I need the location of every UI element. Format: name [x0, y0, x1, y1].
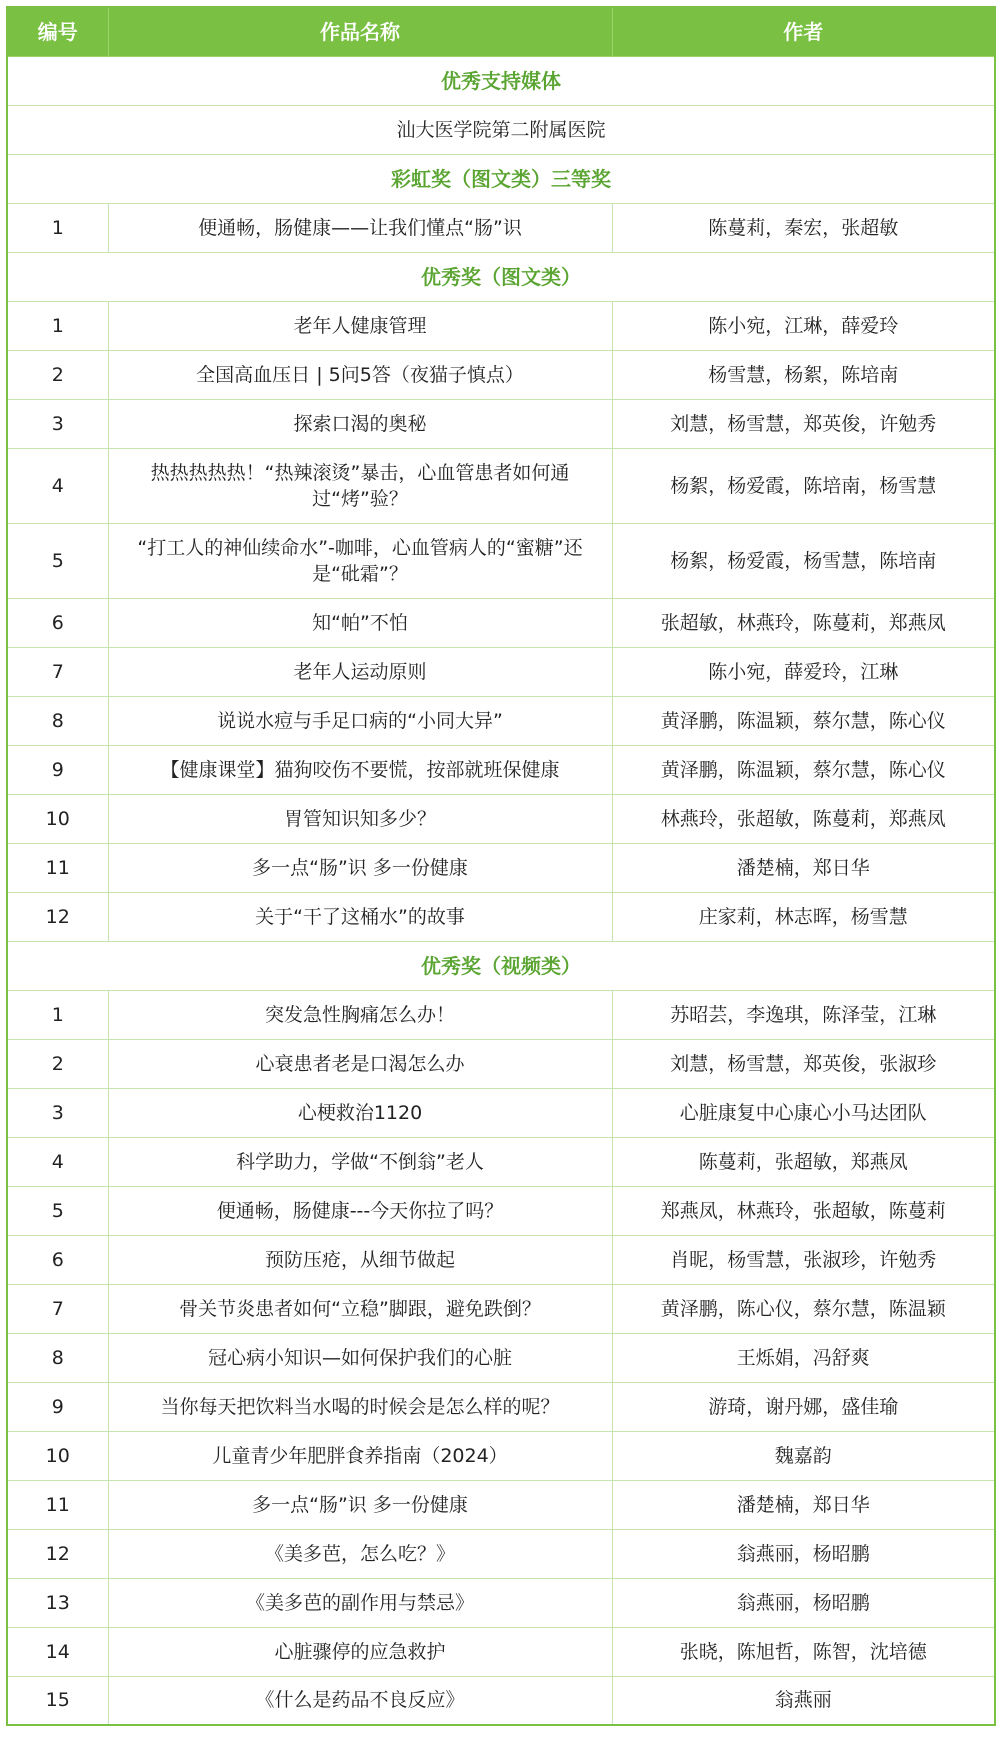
section-heading: 优秀奖（视频类）	[7, 941, 995, 990]
header-author: 作者	[612, 7, 995, 56]
work-title: 知“帕”不怕	[108, 598, 612, 647]
work-title: 突发急性胸痛怎么办！	[108, 990, 612, 1039]
work-authors: 陈小宛，薛爱玲，江琳	[612, 647, 995, 696]
table-row	[7, 1088, 995, 1137]
table-row	[7, 1627, 995, 1676]
section-heading-row	[7, 56, 995, 105]
work-title: 当你每天把饮料当水喝的时候会是怎么样的呢？	[108, 1382, 612, 1431]
work-title: 科学助力，学做“不倒翁”老人	[108, 1137, 612, 1186]
media-row	[7, 105, 995, 154]
table-row	[7, 1235, 995, 1284]
row-number: 2	[7, 1039, 108, 1088]
table-row	[7, 1039, 995, 1088]
work-title: 探索口渴的奥秘	[108, 399, 612, 448]
work-title: 儿童青少年肥胖食养指南（2024）	[108, 1431, 612, 1480]
section-heading: 彩虹奖（图文类）三等奖	[7, 154, 995, 203]
work-authors: 魏嘉韵	[612, 1431, 995, 1480]
table-row	[7, 1431, 995, 1480]
work-title: 多一点“肠”识 多一份健康	[108, 843, 612, 892]
work-authors: 游琦，谢丹娜，盛佳瑜	[612, 1382, 995, 1431]
work-title: 【健康课堂】猫狗咬伤不要慌，按部就班保健康	[108, 745, 612, 794]
row-number: 14	[7, 1627, 108, 1676]
row-number: 9	[7, 745, 108, 794]
row-number: 12	[7, 1529, 108, 1578]
row-number: 13	[7, 1578, 108, 1627]
work-title: 心衰患者老是口渴怎么办	[108, 1039, 612, 1088]
table-row	[7, 745, 995, 794]
row-number: 9	[7, 1382, 108, 1431]
work-title: 《美多芭，怎么吃？》	[108, 1529, 612, 1578]
work-authors: 潘楚楠，郑日华	[612, 843, 995, 892]
table-row	[7, 1382, 995, 1431]
work-title: 心脏骤停的应急救护	[108, 1627, 612, 1676]
section-heading: 优秀支持媒体	[7, 56, 995, 105]
work-title: 胃管知识知多少？	[108, 794, 612, 843]
work-authors: 陈小宛，江琳，薛爱玲	[612, 301, 995, 350]
work-authors: 黄泽鹏，陈温颖，蔡尔慧，陈心仪	[612, 696, 995, 745]
table-row	[7, 843, 995, 892]
media-name: 汕大医学院第二附属医院	[7, 105, 995, 154]
row-number: 11	[7, 843, 108, 892]
work-title: 说说水痘与手足口病的“小同大异”	[108, 696, 612, 745]
row-number: 4	[7, 1137, 108, 1186]
work-authors: 心脏康复中心康心小马达团队	[612, 1088, 995, 1137]
row-number: 8	[7, 696, 108, 745]
work-title: 多一点“肠”识 多一份健康	[108, 1480, 612, 1529]
row-number: 10	[7, 794, 108, 843]
table-row	[7, 696, 995, 745]
section-heading-row	[7, 154, 995, 203]
work-authors: 苏昭芸，李逸琪，陈泽莹，江琳	[612, 990, 995, 1039]
table-row	[7, 598, 995, 647]
table-row	[7, 1284, 995, 1333]
table-row	[7, 1676, 995, 1725]
row-number: 5	[7, 523, 108, 598]
row-number: 1	[7, 203, 108, 252]
row-number: 3	[7, 1088, 108, 1137]
row-number: 11	[7, 1480, 108, 1529]
table-row	[7, 301, 995, 350]
work-authors: 黄泽鹏，陈心仪，蔡尔慧，陈温颖	[612, 1284, 995, 1333]
work-authors: 庄家莉，林志晖，杨雪慧	[612, 892, 995, 941]
work-title: 热热热热热！“热辣滚烫”暴击，心血管患者如何通过“烤”验？	[108, 448, 612, 523]
table-row	[7, 794, 995, 843]
table-row	[7, 1186, 995, 1235]
row-number: 6	[7, 598, 108, 647]
work-authors: 林燕玲，张超敏，陈蔓莉，郑燕凤	[612, 794, 995, 843]
work-title: “打工人的神仙续命水”-咖啡，心血管病人的“蜜糖”还是“砒霜”？	[108, 523, 612, 598]
section-heading: 优秀奖（图文类）	[7, 252, 995, 301]
work-title: 心梗救治1120	[108, 1088, 612, 1137]
row-number: 10	[7, 1431, 108, 1480]
row-number: 7	[7, 1284, 108, 1333]
work-authors: 刘慧，杨雪慧，郑英俊，张淑珍	[612, 1039, 995, 1088]
table-row	[7, 1578, 995, 1627]
work-authors: 肖昵，杨雪慧，张淑珍，许勉秀	[612, 1235, 995, 1284]
work-title: 老年人健康管理	[108, 301, 612, 350]
work-title: 全国高血压日 | 5问5答（夜猫子慎点）	[108, 350, 612, 399]
work-authors: 陈蔓莉，秦宏，张超敏	[612, 203, 995, 252]
work-authors: 郑燕凤，林燕玲，张超敏，陈蔓莉	[612, 1186, 995, 1235]
work-authors: 杨絮，杨爱霞，陈培南，杨雪慧	[612, 448, 995, 523]
work-title: 《什么是药品不良反应》	[108, 1676, 612, 1725]
table-body	[7, 56, 995, 1725]
table-row	[7, 203, 995, 252]
table-row	[7, 1333, 995, 1382]
table-row	[7, 399, 995, 448]
work-authors: 翁燕丽，杨昭鹏	[612, 1529, 995, 1578]
section-heading-row	[7, 941, 995, 990]
section-heading-row	[7, 252, 995, 301]
work-authors: 张超敏，林燕玲，陈蔓莉，郑燕凤	[612, 598, 995, 647]
work-title: 骨关节炎患者如何“立稳”脚跟，避免跌倒？	[108, 1284, 612, 1333]
awards-table	[6, 6, 996, 1726]
work-title: 关于“干了这桶水”的故事	[108, 892, 612, 941]
header-title: 作品名称	[108, 7, 612, 56]
header-number: 编号	[7, 7, 108, 56]
row-number: 1	[7, 990, 108, 1039]
table-row	[7, 1529, 995, 1578]
table-row	[7, 448, 995, 523]
header-row	[7, 7, 995, 56]
row-number: 6	[7, 1235, 108, 1284]
row-number: 15	[7, 1676, 108, 1725]
awards-table-container	[6, 6, 994, 1726]
table-row	[7, 990, 995, 1039]
work-authors: 刘慧，杨雪慧，郑英俊，许勉秀	[612, 399, 995, 448]
work-authors: 潘楚楠，郑日华	[612, 1480, 995, 1529]
work-authors: 翁燕丽	[612, 1676, 995, 1725]
row-number: 4	[7, 448, 108, 523]
row-number: 3	[7, 399, 108, 448]
work-title: 预防压疮，从细节做起	[108, 1235, 612, 1284]
row-number: 5	[7, 1186, 108, 1235]
row-number: 12	[7, 892, 108, 941]
work-title: 便通畅，肠健康——让我们懂点“肠”识	[108, 203, 612, 252]
work-authors: 王烁娟，冯舒爽	[612, 1333, 995, 1382]
row-number: 1	[7, 301, 108, 350]
work-authors: 翁燕丽，杨昭鹏	[612, 1578, 995, 1627]
work-authors: 杨雪慧，杨絮，陈培南	[612, 350, 995, 399]
work-title: 老年人运动原则	[108, 647, 612, 696]
work-authors: 黄泽鹏，陈温颖，蔡尔慧，陈心仪	[612, 745, 995, 794]
row-number: 7	[7, 647, 108, 696]
work-authors: 陈蔓莉，张超敏，郑燕凤	[612, 1137, 995, 1186]
table-row	[7, 647, 995, 696]
row-number: 8	[7, 1333, 108, 1382]
table-row	[7, 1137, 995, 1186]
work-title: 《美多芭的副作用与禁忌》	[108, 1578, 612, 1627]
work-authors: 张晓，陈旭哲，陈智，沈培德	[612, 1627, 995, 1676]
row-number: 2	[7, 350, 108, 399]
table-header	[7, 7, 995, 56]
work-title: 冠心病小知识—如何保护我们的心脏	[108, 1333, 612, 1382]
work-authors: 杨絮，杨爱霞，杨雪慧，陈培南	[612, 523, 995, 598]
table-row	[7, 523, 995, 598]
table-row	[7, 1480, 995, 1529]
table-row	[7, 892, 995, 941]
work-title: 便通畅，肠健康---今天你拉了吗？	[108, 1186, 612, 1235]
table-row	[7, 350, 995, 399]
